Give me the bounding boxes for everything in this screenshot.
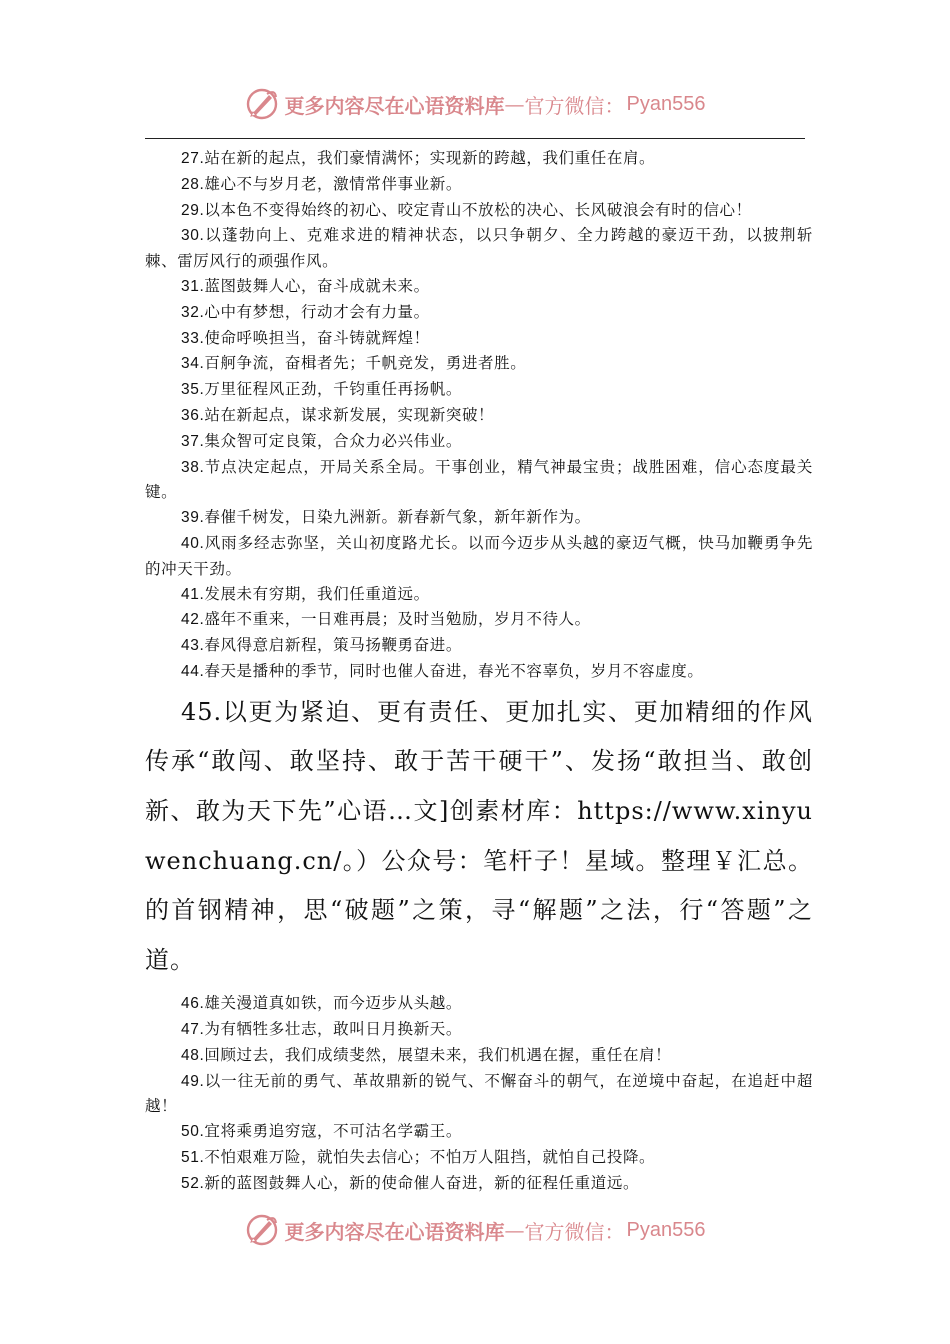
list-item: 36.站在新起点，谋求新发展，实现新突破！	[181, 405, 495, 424]
banner-wechat-label: 官方微信：	[524, 1219, 625, 1244]
document-body	[145, 146, 813, 1197]
banner-dash: —	[504, 92, 525, 116]
list-item: 37.集众智可定良策，合众力必兴伟业。	[181, 431, 462, 450]
list-item: 39.春催千树发，日染九洲新。新春新气象，新年新作为。	[181, 508, 591, 527]
banner-wechat-id: Pyan556	[626, 1218, 706, 1241]
list-item: 42.盛年不重来，一日难再晨；及时当勉励，岁月不待人。	[181, 610, 591, 629]
list-item: 35.万里征程风正劲，千钧重任再扬帆。	[181, 380, 462, 399]
list-item: 48.回顾过去，我们成绩斐然，展望未来，我们机遇在握，重任在肩！	[181, 1045, 672, 1064]
footer-banner	[0, 1208, 950, 1252]
list-item: 44.春天是播种的季节，同时也催人奋进，春光不容辜负，岁月不容虚度。	[181, 661, 704, 680]
list-item: 49.以一往无前的勇气、革故鼎新的锐气、不懈奋斗的朝气，在逆境中奋起，在追赶中超越！	[145, 1071, 813, 1116]
list-item: 52.新的蓝图鼓舞人心，新的使命催人奋进，新的征程任重道远。	[181, 1173, 640, 1192]
banner-brand-text: 更多内容尽在心语资料库	[284, 93, 505, 118]
header-banner	[0, 82, 950, 126]
banner-wechat-label: 官方微信：	[524, 93, 625, 118]
list-item: 50.宜将乘勇追穷寇，不可沽名学霸王。	[181, 1122, 462, 1141]
highlighted-paragraph: 45.以更为紧迫、更有责任、更加扎实、更加精细的作风传承“敢闯、敢坚持、敢于苦干硬干”、发扬“敢担当、敢创新、敢为天下先”心语…文]创素材库：https://www.xinyuwenchuang.cn/。）公众号：笔杆子！星域。整理￥汇总。的首钢精神，思“破题”之策，寻“解题”之法，行“答题”之道。	[145, 697, 813, 974]
pen-logo-icon	[245, 87, 279, 121]
list-item: 30.以蓬勃向上、克难求进的精神状态，以只争朝夕、全力跨越的豪迈干劲，以披荆斩棘、雷厉风行的顽强作风。	[145, 226, 813, 271]
list-item: 27.站在新的起点，我们豪情满怀；实现新的跨越，我们重任在肩。	[181, 149, 656, 167]
banner-dash: —	[504, 1218, 525, 1242]
list-item: 47.为有牺牲多壮志，敢叫日月换新天。	[181, 1020, 462, 1039]
list-item: 40.风雨多经志弥坚，关山初度路尤长。以而今迈步从头越的豪迈气概，快马加鞭勇争先的冲天干劲。	[145, 533, 813, 578]
list-item: 29.以本色不变得始终的初心、咬定青山不放松的决心、长风破浪会有时的信心！	[181, 200, 752, 219]
list-item: 34.百舸争流，奋楫者先；千帆竞发，勇进者胜。	[181, 354, 527, 373]
list-item: 38.节点决定起点，开局关系全局。干事创业，精气神最宝贵；战胜困难，信心态度最关键。	[145, 457, 813, 502]
banner-brand-text: 更多内容尽在心语资料库	[284, 1219, 505, 1244]
pen-logo-icon	[245, 1213, 279, 1247]
list-item: 41.发展未有穷期，我们任重道远。	[181, 584, 430, 603]
header-divider	[145, 138, 805, 139]
banner-wechat-id: Pyan556	[626, 92, 706, 115]
list-item: 33.使命呼唤担当，奋斗铸就辉煌！	[181, 328, 430, 347]
list-item: 31.蓝图鼓舞人心，奋斗成就未来。	[181, 276, 430, 295]
list-item: 43.春风得意启新程，策马扬鞭勇奋进。	[181, 636, 462, 655]
list-item: 51.不怕艰难万险，就怕失去信心；不怕万人阻挡，就怕自己投降。	[181, 1148, 656, 1167]
list-item: 28.雄心不与岁月老，激情常伴事业新。	[181, 174, 462, 193]
list-item: 32.心中有梦想，行动才会有力量。	[181, 302, 430, 321]
list-item: 46.雄关漫道真如铁，而今迈步从头越。	[181, 994, 462, 1013]
